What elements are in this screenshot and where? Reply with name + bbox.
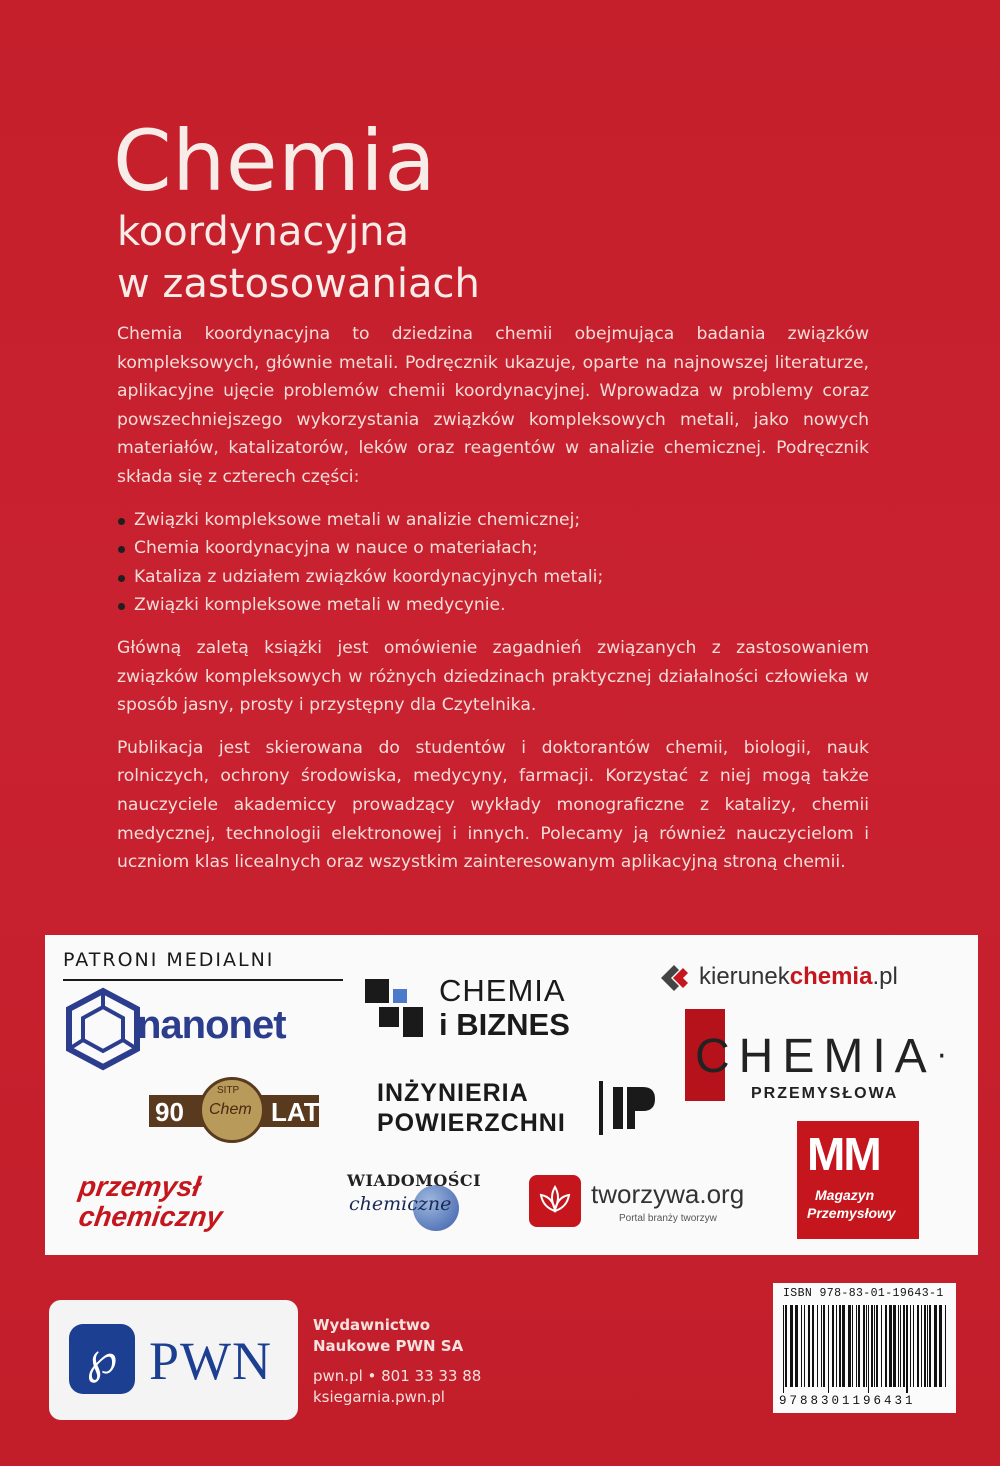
- title-line-2: koordynacyjna: [117, 209, 409, 255]
- barcode-bar: [881, 1305, 882, 1387]
- part-item: Związki kompleksowe metali w medycynie.: [117, 591, 869, 620]
- barcode-bar: [910, 1305, 911, 1387]
- publisher-name-line2: Naukowe PWN SA: [313, 1337, 464, 1355]
- barcode-bar: [917, 1305, 919, 1387]
- part-item: Związki kompleksowe metali w analizie chemicznej;: [117, 506, 869, 535]
- patrons-heading: PATRONI MEDIALNI: [63, 949, 275, 971]
- mm-line3: Przemysłowy: [807, 1205, 896, 1221]
- pwn-wordmark: PWN: [149, 1331, 272, 1391]
- barcode-bar: [848, 1305, 851, 1387]
- pwn-emblem-icon: ℘: [69, 1324, 135, 1394]
- tworzywa-org-logo: [529, 1171, 769, 1233]
- sitp-90: 90: [155, 1097, 184, 1127]
- publisher-info: [313, 1315, 481, 1408]
- barcode-bar: [903, 1305, 905, 1387]
- description-intro: Chemia koordynacyjna to dziedzina chemii obejmująca badania związków kompleksowych, głównie metali. Podręcznik ukazuje, oparte na najnowszej literaturze, aplikacyjne ujęcie problemów chemii koordynacyjnej. Wprowadza w problemy coraz powszechniejszego wykorzystania związków kompleksowych metali, jako nowych materiałów, katalizatorów, leków oraz reagentów w analizie chemicznej. Podręcznik składa się z czterech części:: [117, 324, 869, 487]
- barcode-bar: [836, 1305, 837, 1387]
- barcode-bar: [866, 1305, 867, 1387]
- ip-monogram-icon: [599, 1079, 659, 1137]
- barcode-bar: [852, 1305, 853, 1387]
- barcode-bar: [804, 1305, 805, 1387]
- barcode-bar: [785, 1305, 787, 1387]
- kierunek-chemia-part: chemia: [789, 963, 873, 990]
- description-audience: Publikacja jest skierowana do studentów i doktorantów chemii, biologii, nauk rolniczych, ochrony środowiska, medycyny, farmacji. Korzystać z niej mogą także nauczyciele akademiccy prowadzący wykłady monograficzne z katalizy, chemii medycznej, technologii elektronowej i innych. Polecamy ją również nauczycielom i uczniom klas licealnych oraz wszystkim zainteresowanym aplikacyjną stroną chemii.: [117, 737, 869, 873]
- wiadomosci-line1: WIADOMOŚCI: [347, 1171, 482, 1190]
- sitp-lat: LAT: [271, 1097, 320, 1127]
- media-patrons-panel: [45, 935, 978, 1255]
- barcode-bar: [885, 1305, 887, 1387]
- nanonet-wordmark: nanonet: [137, 1003, 286, 1047]
- isbn-barcode: [773, 1283, 956, 1413]
- barcode-bar: [898, 1305, 899, 1387]
- book-description: [117, 320, 869, 877]
- sitp-mid-text: Chem: [209, 1101, 252, 1118]
- chemia-i-biznes-logo: [365, 973, 605, 1045]
- kierunek-chemia-logo: [657, 959, 957, 999]
- barcode-bar: [832, 1305, 834, 1387]
- przemysl-chemiczny-logo: [76, 1171, 269, 1241]
- description-advantage: Główną zaletą książki jest omówienie zagadnień związanych z zastosowaniem związków kompleksowych w różnych dziedzinach praktycznej działalności człowieka w sposób jasny, prosty i przystępny dla Czytelnika.: [117, 637, 869, 716]
- barcode-bar: [801, 1305, 802, 1387]
- barcode-bar: [900, 1305, 901, 1387]
- barcode-bar: [939, 1305, 942, 1387]
- barcode-bar: [945, 1305, 946, 1387]
- przemysl-line1: przemysł: [76, 1171, 203, 1202]
- parts-list: [117, 506, 869, 620]
- wiadomosci-line2: chemiczne: [349, 1193, 452, 1215]
- barcode-bar: [913, 1305, 914, 1387]
- publisher-contact: pwn.pl • 801 33 33 88: [313, 1367, 482, 1385]
- barcode-bar: [828, 1305, 829, 1393]
- ean-digits: 9788301196431: [779, 1394, 916, 1408]
- nanonet-hexagon-icon: [63, 987, 143, 1071]
- kierunek-arrow-icon: [657, 961, 691, 995]
- chemia-przem-line1: CHEMIA: [695, 1030, 936, 1083]
- barcode-bar: [817, 1305, 818, 1387]
- barcode-bar: [821, 1305, 822, 1387]
- barcode-bar: [927, 1305, 928, 1387]
- publisher-shop: ksiegarnia.pwn.pl: [313, 1388, 445, 1406]
- pwn-logo: [49, 1300, 298, 1420]
- chemia-biznes-line1: CHEMIA: [439, 973, 566, 1008]
- chemia-biznes-squares-icon: [365, 979, 423, 1039]
- inzynieria-powierzchni-logo: [377, 1079, 667, 1139]
- barcode-bar: [856, 1305, 857, 1387]
- chemia-przem-line2: PRZEMYSŁOWA: [751, 1085, 899, 1102]
- chemia-biznes-line2: i BIZNES: [439, 1007, 570, 1042]
- barcode-bar: [858, 1305, 860, 1387]
- barcode-bar: [924, 1305, 926, 1387]
- sitp-chem-90-lat-logo: [149, 1077, 319, 1143]
- part-item: Kataliza z udziałem związków koordynacyjnych metali;: [117, 563, 869, 592]
- barcode-bar: [921, 1305, 922, 1387]
- barcode-bar: [823, 1305, 825, 1387]
- book-title: [113, 112, 480, 307]
- barcode-bar: [842, 1305, 845, 1387]
- nanonet-logo: [63, 987, 303, 1071]
- barcode-bar: [790, 1305, 793, 1387]
- barcode-bar: [906, 1305, 908, 1393]
- wiadomosci-chemiczne-logo: [341, 1167, 481, 1231]
- part-item: Chemia koordynacyjna w nauce o materiałach;: [117, 534, 869, 563]
- kierunek-part: kierunek: [699, 963, 790, 990]
- tworzywa-wordmark: tworzywa.org: [591, 1179, 745, 1209]
- inzynieria-line1: INŻYNIERIA: [377, 1079, 529, 1107]
- barcode-bar: [808, 1305, 810, 1387]
- kierunek-domain-part: .pl: [872, 963, 898, 990]
- barcode-bar: [893, 1305, 896, 1387]
- title-line-3: w zastosowaniach: [117, 261, 480, 307]
- barcode-bar: [929, 1305, 931, 1387]
- barcode-bar: [889, 1305, 892, 1387]
- barcode-bar: [812, 1305, 814, 1387]
- publisher-name-line1: Wydawnictwo: [313, 1316, 431, 1334]
- chemia-przemyslowa-logo: [685, 1009, 975, 1109]
- barcode-bar: [871, 1305, 873, 1387]
- barcode-bar: [863, 1305, 865, 1387]
- barcode-bar: [783, 1305, 784, 1393]
- patrons-divider: [63, 979, 343, 981]
- przemysl-line2: chemiczny: [76, 1201, 225, 1232]
- magazyn-przemyslowy-logo: [797, 1121, 919, 1239]
- barcode-bar: [874, 1305, 875, 1387]
- chemia-przem-dot-icon: ·: [937, 1039, 947, 1074]
- barcode-bars: [783, 1305, 946, 1393]
- mm-letters: MM: [807, 1128, 880, 1180]
- title-main: Chemia: [113, 112, 437, 210]
- barcode-bar: [868, 1305, 869, 1393]
- sitp-top-text: SITP: [217, 1085, 240, 1096]
- mm-line2: Magazyn: [815, 1187, 875, 1203]
- isbn-number: ISBN 978-83-01-19643-1: [783, 1287, 944, 1300]
- barcode-bar: [934, 1305, 937, 1387]
- barcode-bar: [795, 1305, 798, 1387]
- inzynieria-line2: POWIERZCHNI: [377, 1109, 566, 1137]
- barcode-bar: [839, 1305, 841, 1387]
- tworzywa-tagline: Portal branży tworzyw: [619, 1213, 717, 1224]
- barcode-bar: [876, 1305, 878, 1387]
- tworzywa-flower-icon: [529, 1175, 581, 1227]
- kierunek-wordmark: [699, 963, 898, 991]
